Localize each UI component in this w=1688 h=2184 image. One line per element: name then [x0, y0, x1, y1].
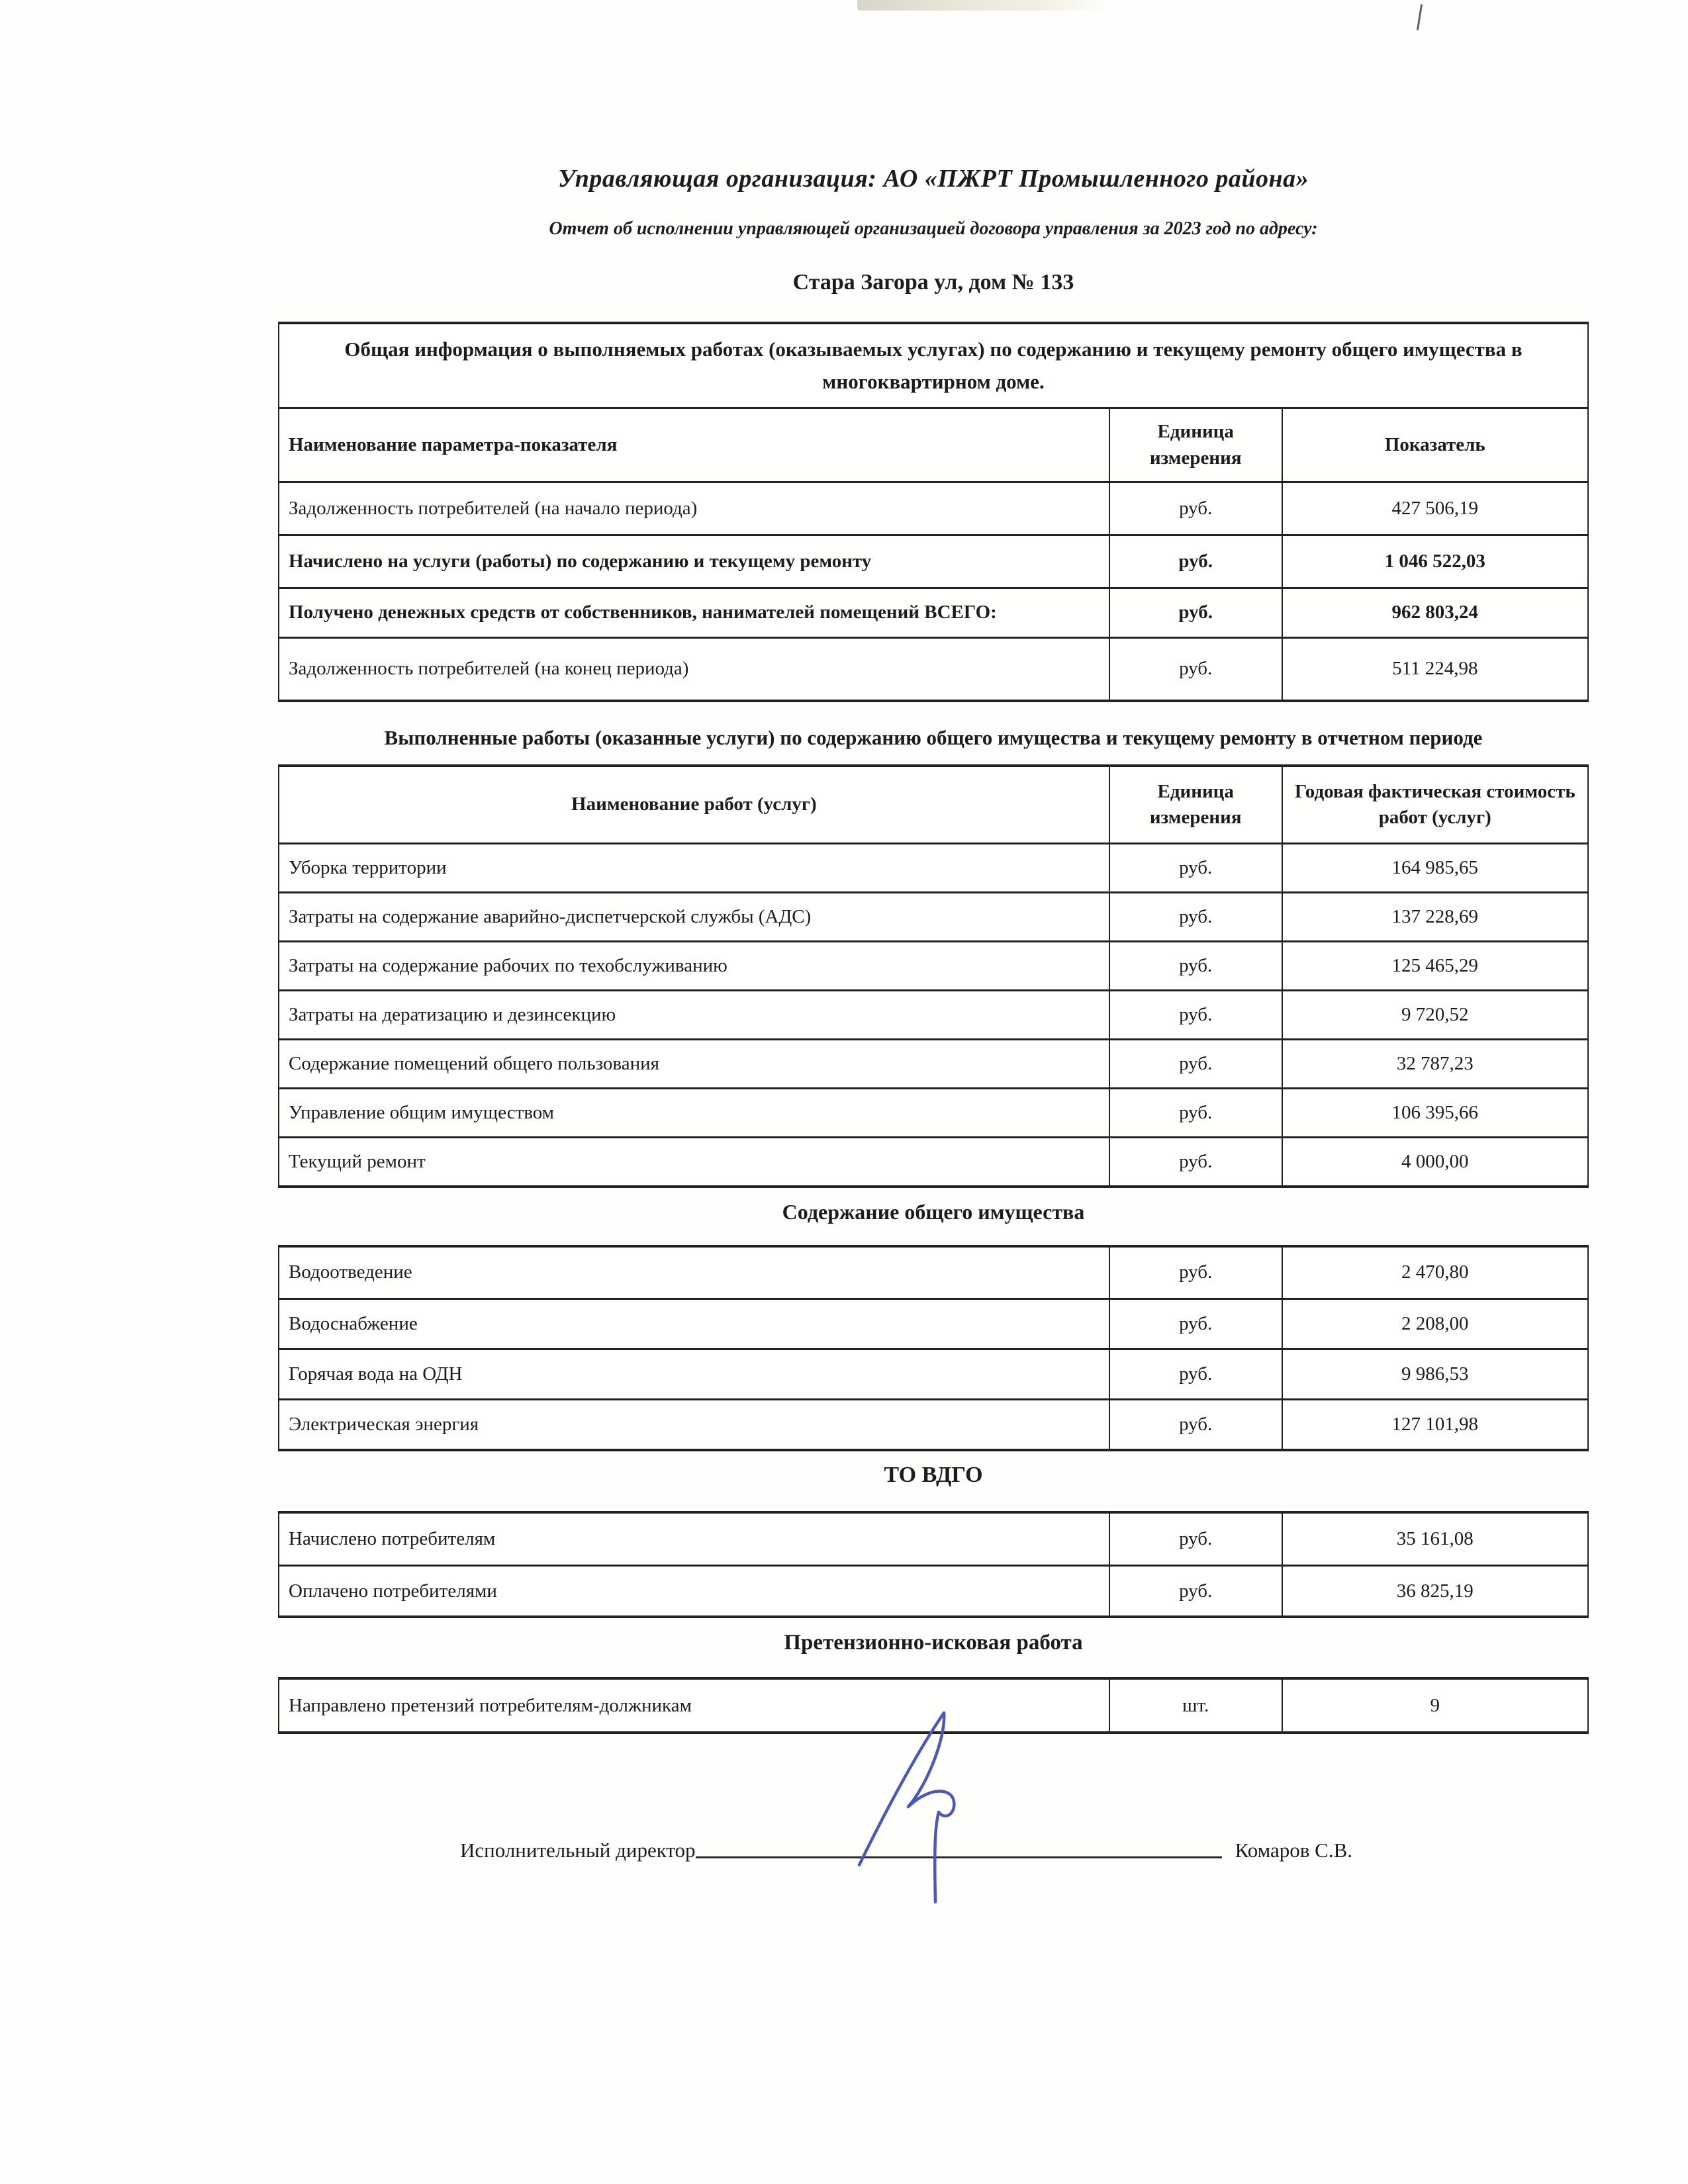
signature-line [696, 1852, 1222, 1858]
claims-section-heading: Претензионно-исковая работа [784, 1631, 1083, 1655]
document-content [278, 0, 1589, 1862]
row-name: Начислено на услуги (работы) по содержанию и текущему ремонту [289, 550, 872, 572]
row-value: 35 161,08 [1282, 1514, 1587, 1565]
row-unit: руб. [1109, 1040, 1282, 1087]
address-title: Стара Загора ул, дом № 133 [792, 270, 1074, 295]
row-unit: руб. [1109, 1514, 1282, 1565]
works-table [278, 764, 1589, 1188]
row-unit: руб. [1109, 1350, 1282, 1398]
row-name: Оплачено потребителями [289, 1580, 497, 1602]
row-value: 4 000,00 [1282, 1138, 1587, 1185]
claims-table [278, 1677, 1589, 1734]
row-unit: руб. [1109, 1400, 1282, 1449]
row-unit: руб. [1109, 1248, 1282, 1298]
row-unit: руб. [1109, 942, 1282, 989]
row-name: Содержание помещений общего пользования [289, 1052, 659, 1074]
table-section-title: Общая информация о выполняемых работах (оказываемых услугах) по содержанию и текущему ремонту общего имущества в многоквартирном доме. [344, 338, 1523, 393]
table-row [279, 1298, 1587, 1348]
column-header-value: Годовая фактическая стоимость работ (услуг) [1282, 767, 1587, 842]
row-unit: руб. [1109, 844, 1282, 891]
table-row [279, 989, 1587, 1038]
row-value: 9 986,53 [1282, 1350, 1587, 1398]
row-unit: руб. [1109, 589, 1282, 637]
row-name: Задолженность потребителей (на начало периода) [289, 497, 698, 519]
table-row [279, 1348, 1587, 1398]
row-name: Задолженность потребителей (на конец периода) [289, 658, 689, 680]
table-row [279, 940, 1587, 989]
row-unit: руб. [1109, 1138, 1282, 1185]
column-header-value: Показатель [1282, 409, 1587, 481]
table-row [279, 1136, 1587, 1185]
row-name: Затраты на содержание аварийно-диспетчерской службы (АДС) [289, 905, 812, 927]
row-value: 36 825,19 [1282, 1567, 1587, 1615]
column-header-unit: Единица измерения [1109, 409, 1282, 481]
works-section-heading: Выполненные работы (оказанные услуги) по содержанию общего имущества и текущему ремонту в отчетном периоде [384, 726, 1483, 749]
row-unit: руб. [1109, 1300, 1282, 1348]
table-header-row [279, 407, 1587, 481]
table-row [279, 1087, 1587, 1136]
signatory-role: Исполнительный директор [460, 1839, 696, 1862]
row-name: Текущий ремонт [289, 1150, 426, 1172]
table-row [279, 1038, 1587, 1087]
row-value: 962 803,24 [1282, 589, 1587, 637]
signatory-name: Комаров С.В. [1235, 1839, 1353, 1862]
general-info-table [278, 322, 1589, 702]
row-unit: руб. [1109, 991, 1282, 1038]
column-header-name: Наименование параметра-показателя [289, 433, 618, 455]
row-name: Уборка территории [289, 856, 447, 878]
table-row [279, 534, 1587, 587]
row-unit: руб. [1109, 483, 1282, 534]
row-name: Электрическая энергия [289, 1413, 479, 1435]
row-name: Горячая вода на ОДН [289, 1363, 463, 1385]
row-value: 511 224,98 [1282, 639, 1587, 700]
row-value: 2 470,80 [1282, 1248, 1587, 1298]
row-name: Водоотведение [289, 1261, 412, 1283]
row-name: Направлено претензий потребителям-должникам [289, 1694, 692, 1716]
row-value: 427 506,19 [1282, 483, 1587, 534]
maintenance-section-heading: Содержание общего имущества [782, 1200, 1085, 1224]
row-value: 125 465,29 [1282, 942, 1587, 989]
table-row [279, 1248, 1587, 1298]
row-name: Затраты на дератизацию и дезинсекцию [289, 1003, 616, 1025]
row-unit: руб. [1109, 639, 1282, 700]
row-unit: руб. [1109, 536, 1282, 587]
row-unit: руб. [1109, 893, 1282, 940]
table-row [279, 842, 1587, 891]
table-row [279, 891, 1587, 940]
row-value: 9 720,52 [1282, 991, 1587, 1038]
table-row [279, 1398, 1587, 1449]
column-header-name: Наименование работ (услуг) [571, 794, 817, 815]
row-value: 164 985,65 [1282, 844, 1587, 891]
row-value: 9 [1282, 1680, 1587, 1731]
row-unit: руб. [1109, 1089, 1282, 1136]
table-row [279, 1514, 1587, 1565]
row-unit: руб. [1109, 1567, 1282, 1615]
vdgo-table [278, 1511, 1589, 1618]
org-title: Управляющая организация: АО «ПЖРТ Промышленного района» [557, 165, 1309, 193]
row-name: Начислено потребителям [289, 1528, 496, 1550]
report-subtitle: Отчет об исполнении управляющей организацией договора управления за 2023 год по адресу: [549, 218, 1318, 239]
maintenance-table [278, 1245, 1589, 1451]
signature-ink [845, 1706, 964, 1908]
row-value: 127 101,98 [1282, 1400, 1587, 1449]
row-name: Управление общим имуществом [289, 1101, 555, 1123]
row-value: 2 208,00 [1282, 1300, 1587, 1348]
row-value: 32 787,23 [1282, 1040, 1587, 1087]
row-name: Водоснабжение [289, 1312, 418, 1334]
row-value: 1 046 522,03 [1282, 536, 1587, 587]
row-value: 106 395,66 [1282, 1089, 1587, 1136]
row-value: 137 228,69 [1282, 893, 1587, 940]
table-header-row [279, 767, 1587, 842]
table-row [279, 481, 1587, 534]
column-header-unit: Единица измерения [1109, 767, 1282, 842]
row-name: Затраты на содержание рабочих по техобслуживанию [289, 954, 727, 976]
table-row [279, 587, 1587, 637]
table-row [279, 1565, 1587, 1615]
vdgo-section-heading: ТО ВДГО [884, 1462, 983, 1487]
signature-block [278, 1839, 1589, 1862]
table-row [279, 1680, 1587, 1731]
row-unit: шт. [1109, 1680, 1282, 1731]
table-section-title-row [279, 324, 1587, 407]
table-row [279, 637, 1587, 700]
row-name: Получено денежных средств от собственников, нанимателей помещений ВСЕГО: [289, 602, 997, 623]
